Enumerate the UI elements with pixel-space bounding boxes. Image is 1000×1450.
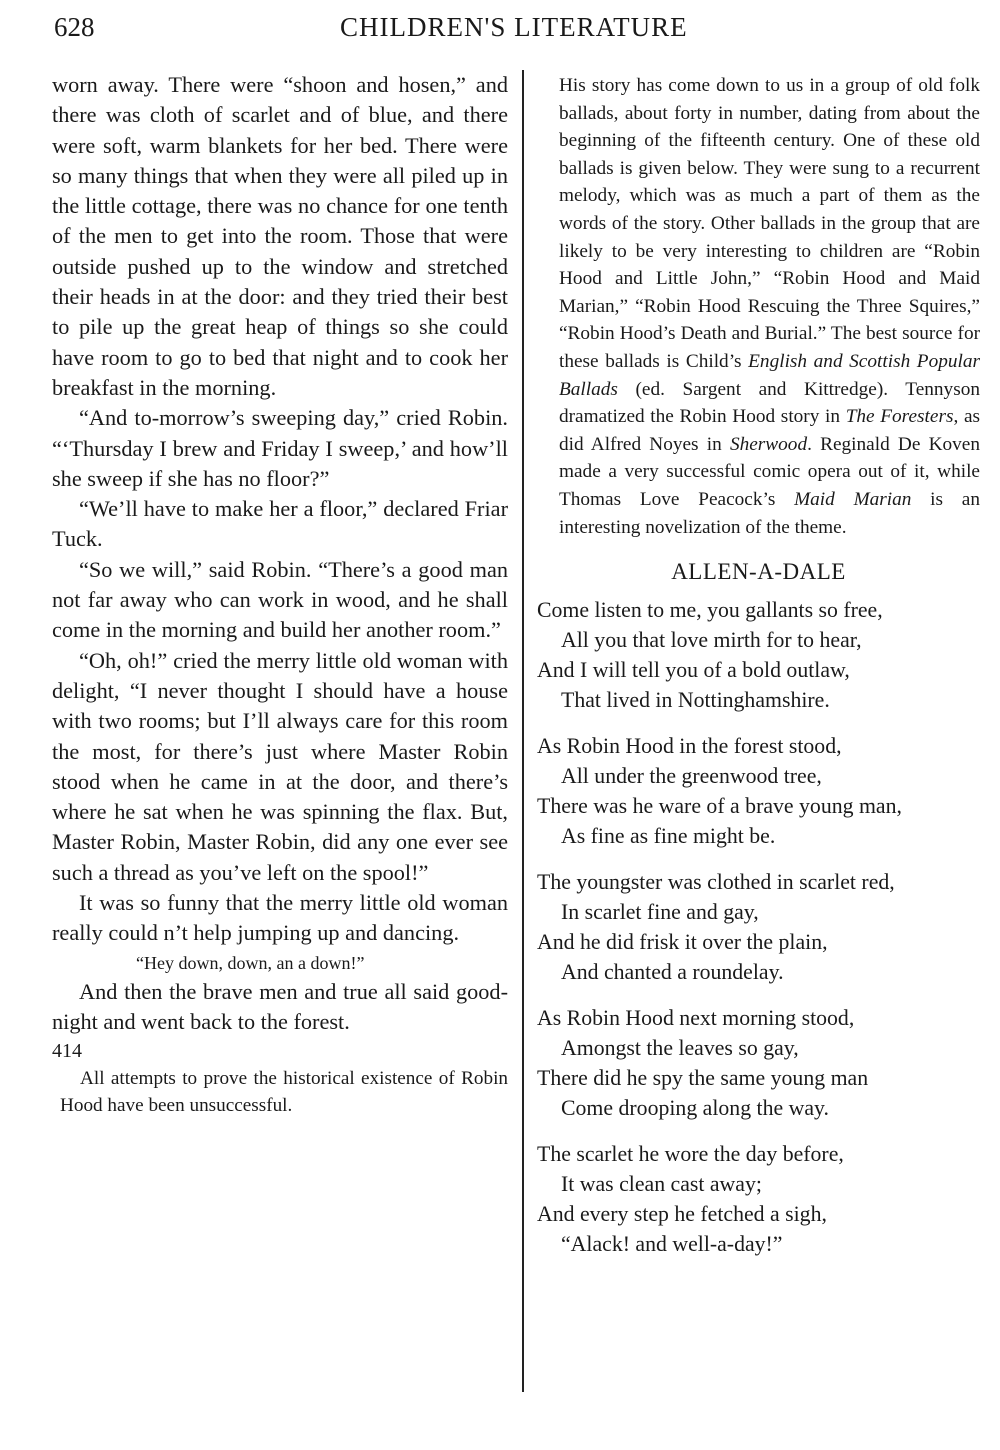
poem-line: And he did frisk it over the plain, — [537, 930, 828, 955]
poem-line: There was he ware of a brave young man, — [537, 794, 902, 819]
right-column — [537, 72, 980, 1275]
poem-line: That lived in Nottinghamshire. — [561, 688, 830, 713]
poem-stanza — [537, 1139, 980, 1259]
poem-line: And chanted a roundelay. — [561, 960, 784, 985]
running-head: CHILDREN'S LITERATURE — [340, 12, 688, 42]
intro-text: . Reginald De Koven made a very successful comic opera out of it, while Thomas Love Peacock’s — [559, 433, 980, 510]
poem-line: And I will tell you of a bold outlaw, — [537, 658, 850, 683]
intro-text: (ed. Sargent and Kittredge). Tennyson dramatized the Robin Hood story in — [559, 378, 980, 428]
poem-line: The scarlet he wore the day before, — [537, 1142, 844, 1167]
ballad-introduction — [537, 72, 980, 541]
poem-line: In scarlet fine and gay, — [561, 900, 759, 925]
poem-stanza — [537, 1003, 980, 1123]
poem-title: ALLEN-A-DALE — [671, 559, 846, 585]
footnote-number: 414 — [52, 1040, 82, 1063]
poem-line: All you that love mirth for to hear, — [561, 628, 862, 653]
book-title: The Foresters — [845, 406, 954, 428]
intro-text: is an interesting novelization of the theme. — [559, 488, 980, 538]
footnote-text: All attempts to prove the historical existence of Robin Hood have been unsuccessful. — [60, 1068, 508, 1117]
intro-text: His story has come down to us in a group of old folk ballads, about forty in number, dating from about the beginning of the fifteenth century. One of these old ballads is given below. They were sung to a recurrent melody, which was as much a part of them as the words of the story. Other ballads in the group that are likely to be very interesting to children are “Robin Hood and Little John,” “Robin Hood and Maid Marian,” “Robin Hood Rescuing the Three Squires,” “Robin Hood’s Death and Burial.” The best source for these ballads is Child’s — [559, 75, 980, 372]
story-paragraph: worn away. There were “shoon and hosen,” and there was cloth of scarlet and of blue, and there were soft, warm blankets for her bed. There were so many things that when they were all piled up in the little cottage, there was no chance for one tenth of the men to get into the room. Those that were outside pushed up to the window and stretched their heads in at the door: and they tried their best to pile up the great heap of things so she could have room to go to bed that night and to cook her breakfast in the morning. — [52, 72, 508, 400]
poem-line: Amongst the leaves so gay, — [561, 1036, 799, 1061]
book-title: Maid Marian — [794, 488, 912, 510]
poem-line: There did he spy the same young man — [537, 1066, 869, 1091]
poem-line: “Alack! and well-a-day!” — [561, 1232, 783, 1257]
poem-line: Come drooping along the way. — [561, 1096, 829, 1121]
book-title: English and Scottish Popular Ballads — [559, 350, 981, 400]
column-divider — [522, 70, 524, 1392]
poem-line: It was clean cast away; — [561, 1172, 762, 1197]
poem-line: Come listen to me, you gallants so free, — [537, 598, 883, 623]
poem-line: And every step he fetched a sigh, — [537, 1202, 827, 1227]
poem-line: The youngster was clothed in scarlet red, — [537, 870, 895, 895]
poem-line: As Robin Hood next morning stood, — [537, 1006, 855, 1031]
chant-line: “Hey down, down, an a down!” — [136, 952, 365, 973]
poem-line: As Robin Hood in the forest stood, — [537, 734, 842, 759]
intro-text: , as did Alfred Noyes in — [559, 406, 981, 455]
story-paragraph: “So we will,” said Robin. “There’s a good man not far away who can work in wood, and he shall come in the morning and build her another room.” — [52, 556, 508, 643]
poem-stanza — [537, 731, 980, 851]
poem-line: All under the greenwood tree, — [561, 764, 822, 789]
book-title: Sherwood — [729, 433, 808, 455]
poem-stanza — [537, 595, 980, 715]
story-paragraph: And then the brave men and true all said good-night and went back to the forest. — [52, 978, 508, 1034]
story-paragraph: It was so funny that the merry little old woman really could n’t help jumping up and dancing. — [52, 890, 508, 946]
page-number: 628 — [54, 12, 95, 42]
left-column — [52, 70, 508, 1119]
story-paragraph: “And to-morrow’s sweeping day,” cried Robin. “‘Thursday I brew and Friday I sweep,’ and how’ll she sweep if she has no floor?” — [52, 405, 508, 491]
poem-stanza — [537, 867, 980, 987]
story-paragraph: “We’ll have to make her a floor,” declared Friar Tuck. — [52, 496, 508, 552]
story-paragraph: “Oh, oh!” cried the merry little old woman with delight, “I never thought I should have a house with two rooms; but I’ll always care for this room the most, for there’s just where Master Robin stood when he came in at the door, and there’s where he sat when he was spinning the flax. But, Master Robin, Master Robin, did any one ever see such a thread as you’ve left on the spool!” — [52, 647, 508, 885]
poem-line: As fine as fine might be. — [561, 824, 776, 849]
